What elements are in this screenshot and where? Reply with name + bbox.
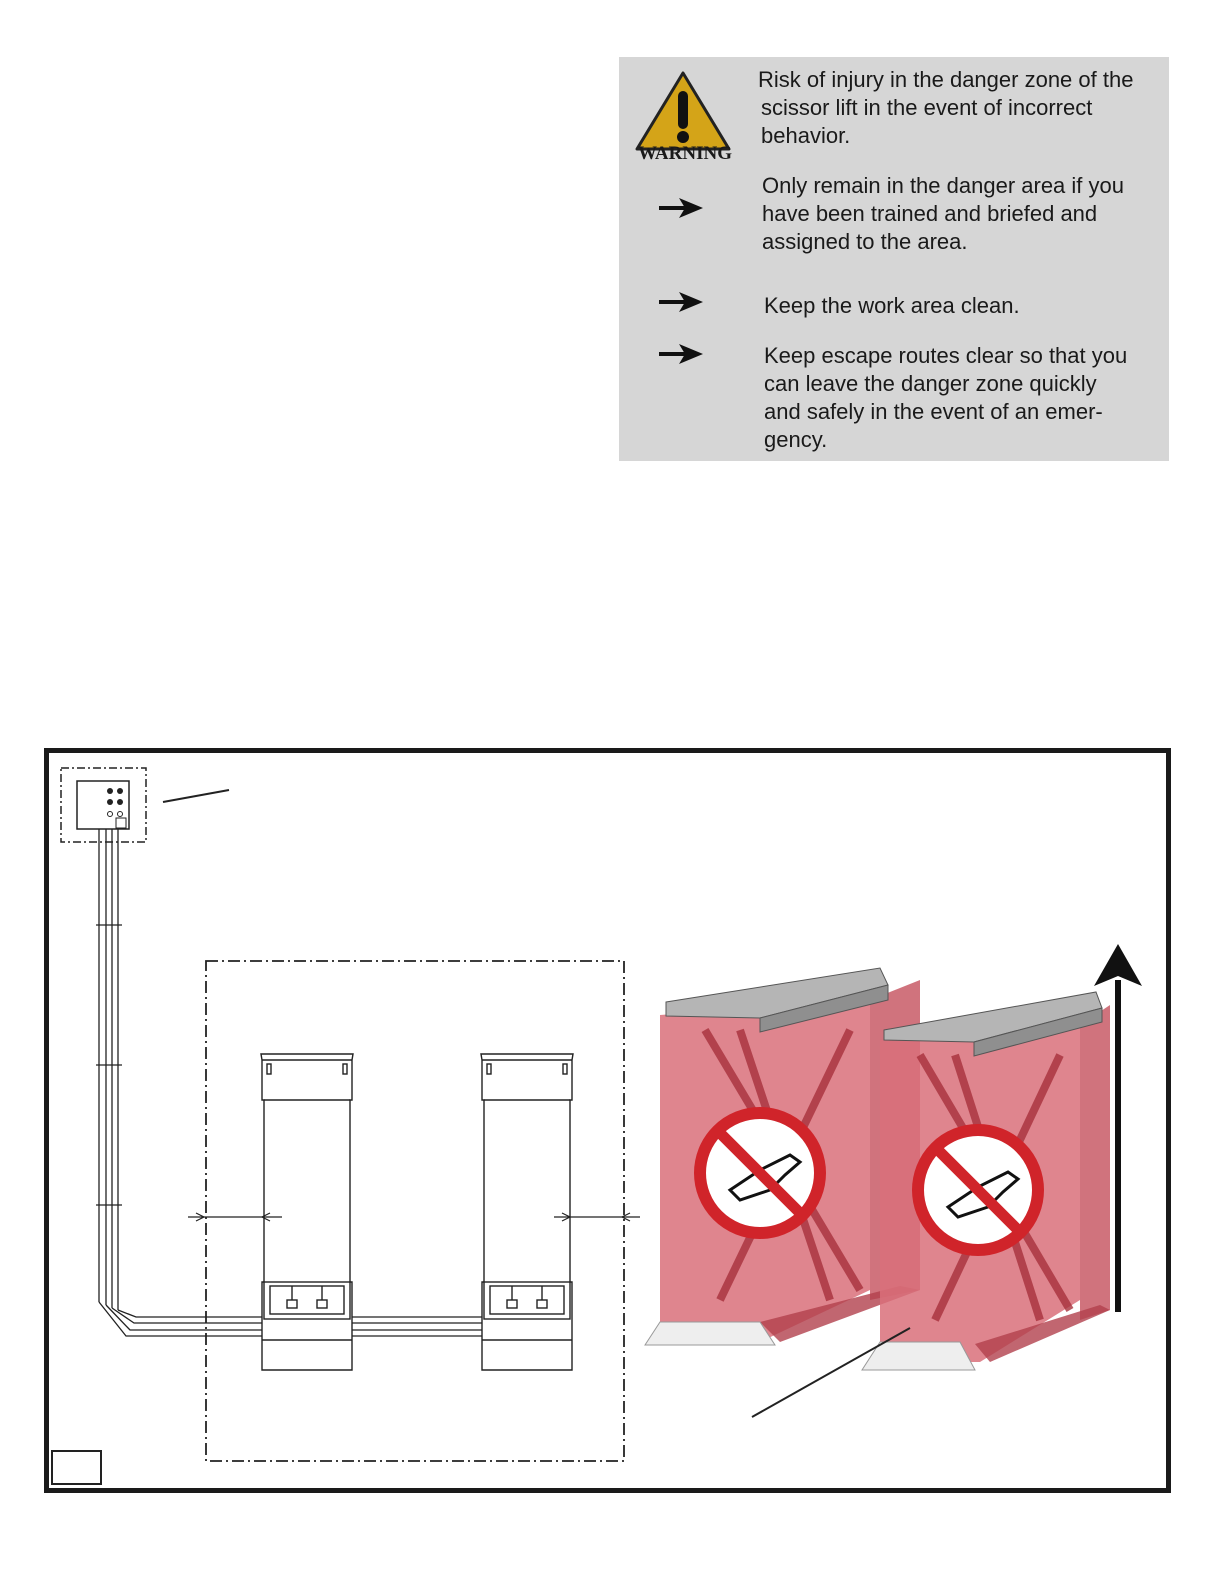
- warning-item-line: have been trained and briefed and: [762, 201, 1098, 226]
- warning-item-line: and safely in the event of an emer-: [764, 399, 1103, 424]
- leader-line: [752, 1328, 910, 1417]
- warning-item-line: Keep the work area clean.: [764, 293, 1020, 318]
- warning-item-line: assigned to the area.: [762, 229, 968, 254]
- warning-item-line: Keep escape routes clear so that you: [764, 343, 1128, 368]
- warning-item-line: can leave the danger zone quickly: [764, 371, 1097, 396]
- no-hands-prohibition-icon: [700, 1113, 820, 1233]
- warning-intro-line: behavior.: [761, 123, 851, 148]
- dimension-marker: [188, 1213, 640, 1221]
- warning-item-line: gency.: [764, 427, 828, 452]
- warning-item-line: Only remain in the danger area if you: [762, 173, 1124, 198]
- scissor-lift-top-view: [481, 1054, 573, 1370]
- control-box-icon: [61, 768, 229, 842]
- warning-intro-line: Risk of injury in the danger zone of the: [758, 67, 1134, 92]
- warning-intro-line: scissor lift in the event of incorrect: [761, 95, 1093, 120]
- no-hands-prohibition-icon: [918, 1130, 1038, 1250]
- scissor-lift-top-view: [261, 1054, 353, 1370]
- warning-label: WARNING: [638, 143, 732, 164]
- figure-label-box: [52, 1451, 101, 1484]
